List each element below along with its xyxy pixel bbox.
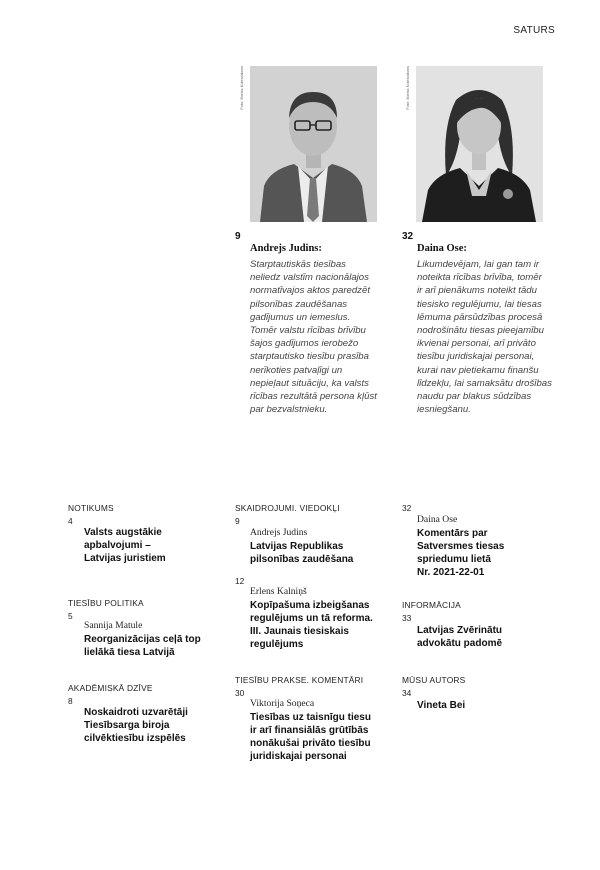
toc-entry-title[interactable] xyxy=(250,711,425,763)
featured-page-number: 32 xyxy=(402,231,414,242)
quote-line: tiesību juridiskajai personai, xyxy=(417,351,535,363)
section-label-tiesibu-politika: TIESĪBU POLITIKA xyxy=(68,598,144,608)
quote-line: lēmuma pārsūdzības procesā xyxy=(417,311,543,323)
toc-author: Daina Ose xyxy=(417,514,458,525)
toc-page-number: 30 xyxy=(235,688,245,698)
toc-author: Sannija Matule xyxy=(84,620,143,631)
portrait-photo-ose xyxy=(416,66,543,222)
section-label-akademiska-dzive: AKADĒMISKĀ DZĪVE xyxy=(68,683,153,693)
toc-title-line: advokātu padomē xyxy=(417,638,503,649)
toc-entry-title[interactable] xyxy=(84,706,244,745)
quote-line: tiesisko regulējumu, lai tiesas xyxy=(417,298,542,310)
toc-title-line: Latvijas Republikas xyxy=(250,541,344,552)
quote-line: kurai nav pietiekamu finanšu xyxy=(417,364,539,376)
quote-line: rīcības rezultātā persona kļūst xyxy=(250,391,377,403)
quote-line: nodrošinātu tiesas pieejamību xyxy=(417,325,544,337)
section-label-musu-autors: MŪSU AUTORS xyxy=(402,675,466,685)
toc-entry-title[interactable] xyxy=(84,526,244,565)
featured-author-name: Andrejs Judins: xyxy=(250,243,322,254)
toc-title-line: regulējums un tā reforma. xyxy=(250,613,373,624)
toc-title-line: Kopīpašuma izbeigšanas xyxy=(250,600,370,611)
toc-page-number: 8 xyxy=(68,696,73,706)
toc-title-line: Vineta Bei xyxy=(417,700,466,711)
toc-author: Viktorija Soņeca xyxy=(250,698,315,709)
quote-line: neliedz valstīm nacionālajos xyxy=(250,272,369,284)
quote-line: nepieļaut situāciju, ka valsts xyxy=(250,377,369,389)
quote-line: pilsonības zaudēšanas xyxy=(250,298,348,310)
toc-title-line: III. Jaunais tiesiskais xyxy=(250,626,349,637)
toc-page-number: 5 xyxy=(68,611,73,621)
toc-entry-title[interactable] xyxy=(84,633,244,659)
header-label: SATURS xyxy=(513,25,555,36)
toc-title-line: Valsts augstākie xyxy=(84,527,162,538)
toc-title-line: cilvēktiesību izspēlēs xyxy=(84,733,186,744)
toc-author: Andrejs Judins xyxy=(250,527,308,538)
toc-entry-title[interactable] xyxy=(250,599,410,651)
quote-line: Starptautiskās tiesības xyxy=(250,259,346,270)
toc-page-number: 12 xyxy=(235,576,245,586)
toc-title-line: Reorganizācijas ceļā top xyxy=(84,634,201,645)
toc-title-line: Tiesībsarga biroja xyxy=(84,720,170,731)
toc-page-number: 32 xyxy=(402,503,412,513)
toc-title-line: ir arī finansiālās grūtībās xyxy=(250,725,369,736)
toc-title-line: Satversmes tiesas xyxy=(417,541,505,552)
toc-page-number: 33 xyxy=(402,613,412,623)
featured-quote xyxy=(417,258,565,416)
photo-credit: Foto: Boriss Koļesņikovs xyxy=(239,66,244,110)
toc-title-line: lielākā tiesa Latvijā xyxy=(84,647,175,658)
toc-page-number: 9 xyxy=(235,516,240,526)
toc-title-line: juridiskajai personai xyxy=(250,751,347,762)
toc-entry-title[interactable] xyxy=(417,699,577,712)
quote-line: Tomēr valstu rīcības brīvību xyxy=(250,325,366,337)
quote-line: noteikta rīcības brīvība, tomēr xyxy=(417,272,542,284)
toc-title-line: regulējums xyxy=(250,639,304,650)
toc-title-line: Nr. 2021-22-01 xyxy=(417,567,485,578)
toc-title-line: apbalvojumi – xyxy=(84,540,151,551)
quote-line: šajos gadījumos ierobežo xyxy=(250,338,359,350)
toc-title-line: Komentārs par xyxy=(417,528,488,539)
toc-title-line: Noskaidroti uzvarētāji xyxy=(84,707,188,718)
toc-title-line: Latvijas Zvērinātu xyxy=(417,625,503,636)
section-label-informacija: INFORMĀCIJA xyxy=(402,600,461,610)
featured-page-number: 9 xyxy=(235,231,241,242)
section-label-skaidrojumi: SKAIDROJUMI. VIEDOKĻI xyxy=(235,503,340,513)
toc-entry-title[interactable] xyxy=(250,540,410,566)
quote-line: iesniegšanu. xyxy=(417,404,471,416)
quote-line: ir arī pienākums noteikt tādu xyxy=(417,285,537,297)
toc-entry-title[interactable] xyxy=(417,624,577,650)
photo-credit: Foto: Boriss Koļesņikovs xyxy=(405,66,410,110)
toc-page-number: 34 xyxy=(402,688,412,698)
quote-line: nerīkoties patvaļīgi un xyxy=(250,364,343,376)
featured-quote xyxy=(250,258,395,416)
quote-line: starptautisko tiesību prasība xyxy=(250,351,369,363)
quote-line: gadījumus un iemeslus. xyxy=(250,311,351,323)
section-label-tiesibu-prakse: TIESĪBU PRAKSE. KOMENTĀRI xyxy=(235,675,364,685)
toc-author: Erlens Kalniņš xyxy=(250,586,307,597)
section-label-notikums: NOTIKUMS xyxy=(68,503,114,513)
portrait-ose-illustration xyxy=(416,66,543,222)
portrait-photo-judins xyxy=(250,66,377,222)
quote-line: ikvienai personai, arī privāto xyxy=(417,338,536,350)
quote-line: normatīvajos aktos paredzēt xyxy=(250,285,370,297)
quote-line: naudu par blakus sūdzības xyxy=(417,391,532,403)
toc-title-line: Latvijas juristiem xyxy=(84,553,166,564)
toc-title-line: Tiesības uz taisnīgu tiesu xyxy=(250,712,371,723)
portrait-judins-illustration xyxy=(250,66,377,222)
quote-line: Likumdevējam, lai gan tam ir xyxy=(417,259,540,270)
toc-title-line: nonākušai privāto tiesību xyxy=(250,738,371,749)
toc-title-line: pilsonības zaudēšana xyxy=(250,554,354,565)
toc-entry-title[interactable] xyxy=(417,527,577,579)
quote-line: par bezvalstnieku. xyxy=(250,404,328,416)
toc-title-line: spriedumu lietā xyxy=(417,554,491,565)
featured-author-name: Daina Ose: xyxy=(417,243,467,254)
quote-line: līdzekļu, lai samaksātu drošības xyxy=(417,377,552,389)
toc-page-number: 4 xyxy=(68,516,73,526)
